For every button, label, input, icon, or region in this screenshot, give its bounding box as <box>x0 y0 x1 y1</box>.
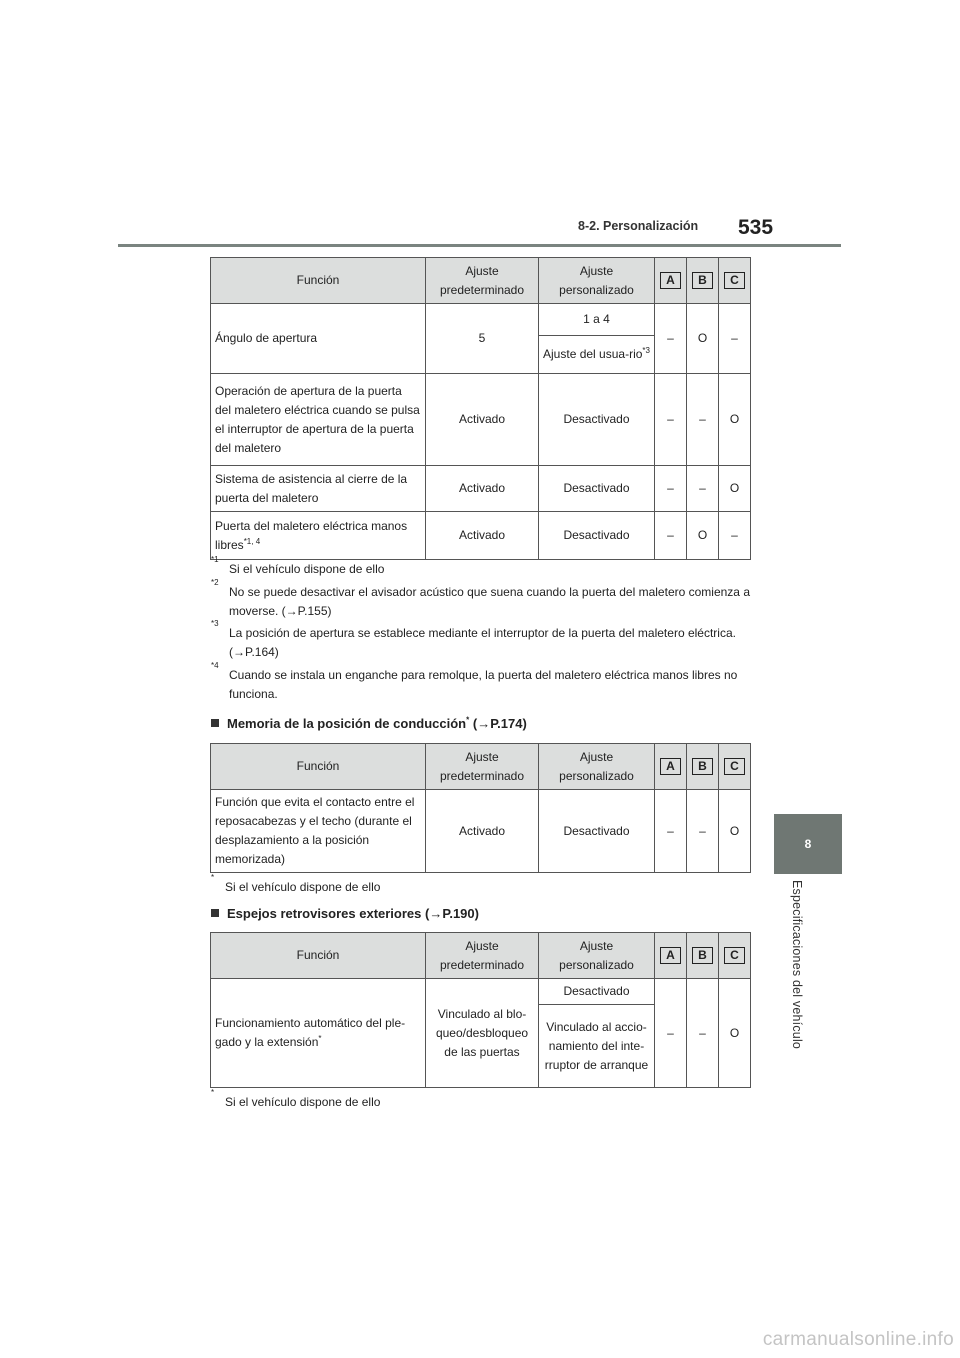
table-row <box>211 512 751 560</box>
col-c <box>719 933 751 979</box>
cell-funcion: Función que evita el contacto entre el reposacabezas y el techo (durante el desplazamiento a la posición memorizada) <box>211 790 426 873</box>
letter-a-label: A <box>660 947 681 964</box>
section-heading-memory <box>211 716 527 731</box>
col-ajuste-predeterminado: Ajuste predeterminado <box>426 744 539 790</box>
footnote-1: *1 Si el vehículo dispone de ello <box>211 560 756 579</box>
cell-default: Vinculado al blo-queo/desbloqueo de las puertas <box>426 979 539 1088</box>
cell-default: Activado <box>426 790 539 873</box>
footnote-text: La posición de apertura se establece mediante el interruptor de la puerta del maletero eléctrica. (→P.164) <box>229 626 736 659</box>
col-b <box>687 744 719 790</box>
cell-custom: Desactivado <box>539 512 655 560</box>
func-text: Puerta del maletero eléctrica manos libres <box>215 518 408 552</box>
footnote-mirrors: * Si el vehículo dispone de ello <box>211 1093 756 1112</box>
table-tailgate <box>210 257 751 560</box>
cell-b: – <box>687 466 719 512</box>
page-ref-link[interactable]: (→P.174) <box>472 716 527 731</box>
cell-a: – <box>655 790 687 873</box>
cell-default: Activado <box>426 512 539 560</box>
cell-custom <box>539 336 655 374</box>
table-row <box>211 374 751 466</box>
cell-c: – <box>719 512 751 560</box>
col-c <box>719 258 751 304</box>
col-a <box>655 744 687 790</box>
cell-b: – <box>687 374 719 466</box>
col-ajuste-personalizado: Ajuste personalizado <box>539 933 655 979</box>
cell-b: – <box>687 979 719 1088</box>
cell-funcion <box>211 512 426 560</box>
footnote-text: No se puede desactivar el avisador acústico que suena cuando la puerta del maletero comienza a moverse. (→P.155) <box>229 585 750 618</box>
cell-b: O <box>687 512 719 560</box>
cell-b: – <box>687 790 719 873</box>
footnote-ref: *1, 4 <box>243 536 261 546</box>
col-ajuste-predeterminado: Ajuste predeterminado <box>426 933 539 979</box>
watermark-text: carmanualsonline.info <box>762 1329 954 1350</box>
cell-funcion <box>211 979 426 1088</box>
cell-a: – <box>655 979 687 1088</box>
letter-c-label: C <box>724 758 745 775</box>
cell-default: 5 <box>426 304 539 374</box>
footnote-ref: * <box>318 1034 322 1043</box>
footnote-text: Cuando se instala un enganche para remolque, la puerta del maletero eléctrica manos libres no funciona. <box>229 668 738 701</box>
col-funcion: Función <box>211 258 426 304</box>
letter-b-label: B <box>692 758 713 775</box>
func-text: Funcionamiento automático del ple-gado y la extensión <box>215 1016 406 1049</box>
footnote-3: *3 La posición de apertura se establece mediante el interruptor de la puerta del maletero eléctrica. (→P.164) <box>211 624 756 662</box>
bullet-square-icon <box>211 719 219 727</box>
cell-a: – <box>655 512 687 560</box>
cell-c: O <box>719 979 751 1088</box>
footnote-text: Si el vehículo dispone de ello <box>229 562 385 576</box>
col-funcion: Función <box>211 744 426 790</box>
heading-text: Memoria de la posición de conducción <box>227 716 467 731</box>
table-memory <box>210 743 751 873</box>
table-row <box>211 304 751 336</box>
chapter-label: Especificaciones del vehículo <box>790 880 804 1050</box>
footnote-text: Si el vehículo dispone de ello <box>225 880 381 894</box>
cell-c: – <box>719 304 751 374</box>
cell-c: O <box>719 466 751 512</box>
footnote-text: Si el vehículo dispone de ello <box>225 1095 381 1109</box>
section-title: 8-2. Personalización <box>578 219 699 233</box>
cell-funcion: Ángulo de apertura <box>211 304 426 374</box>
cell-custom: Desactivado <box>539 466 655 512</box>
cell-c: O <box>719 790 751 873</box>
col-c <box>719 744 751 790</box>
col-a <box>655 258 687 304</box>
table-row <box>211 466 751 512</box>
col-funcion: Función <box>211 933 426 979</box>
bullet-square-icon <box>211 909 219 917</box>
heading-text: Espejos retrovisores exteriores <box>227 906 422 921</box>
footnote-memory: * Si el vehículo dispone de ello <box>211 878 756 897</box>
letter-b-label: B <box>692 272 713 289</box>
cell-c: O <box>719 374 751 466</box>
cell-custom: Vinculado al accio-namiento del inte-rruptor de arranque <box>539 1005 655 1088</box>
section-heading-mirrors <box>211 906 479 921</box>
table-row <box>211 790 751 873</box>
col-ajuste-personalizado: Ajuste personalizado <box>539 744 655 790</box>
col-ajuste-personalizado: Ajuste personalizado <box>539 258 655 304</box>
letter-a-label: A <box>660 272 681 289</box>
cell-custom: 1 a 4 <box>539 304 655 336</box>
col-ajuste-predeterminado: Ajuste predeterminado <box>426 258 539 304</box>
footnote-ref: * <box>466 715 470 725</box>
cell-funcion: Operación de apertura de la puerta del maletero eléctrica cuando se pulsa el interruptor de apertura de la puerta del maletero <box>211 374 426 466</box>
cell-default: Activado <box>426 374 539 466</box>
page-number: 535 <box>738 216 774 239</box>
letter-b-label: B <box>692 947 713 964</box>
cell-custom: Desactivado <box>539 979 655 1005</box>
cell-custom: Desactivado <box>539 374 655 466</box>
col-b <box>687 933 719 979</box>
cell-custom: Desactivado <box>539 790 655 873</box>
footnote-ref: *3 <box>642 346 650 355</box>
page-ref-link[interactable]: (→P.190) <box>425 906 479 921</box>
col-a <box>655 933 687 979</box>
letter-c-label: C <box>724 272 745 289</box>
letter-c-label: C <box>724 947 745 964</box>
cell-a: – <box>655 466 687 512</box>
table-row <box>211 979 751 1005</box>
header-divider <box>118 244 841 247</box>
chapter-tab[interactable]: 8 <box>774 814 842 874</box>
table-mirrors <box>210 932 751 1088</box>
footnote-2: *2 No se puede desactivar el avisador acústico que suena cuando la puerta del maletero comienza a moverse. (→P.155) <box>211 583 756 621</box>
cell-b: O <box>687 304 719 374</box>
footnote-4: *4 Cuando se instala un enganche para remolque, la puerta del maletero eléctrica manos libres no funciona. <box>211 666 756 704</box>
cell-a: – <box>655 374 687 466</box>
cell-default: Activado <box>426 466 539 512</box>
cell-funcion: Sistema de asistencia al cierre de la puerta del maletero <box>211 466 426 512</box>
col-b <box>687 258 719 304</box>
cell-a: – <box>655 304 687 374</box>
letter-a-label: A <box>660 758 681 775</box>
custom-text: Ajuste del usua-rio <box>543 347 643 361</box>
